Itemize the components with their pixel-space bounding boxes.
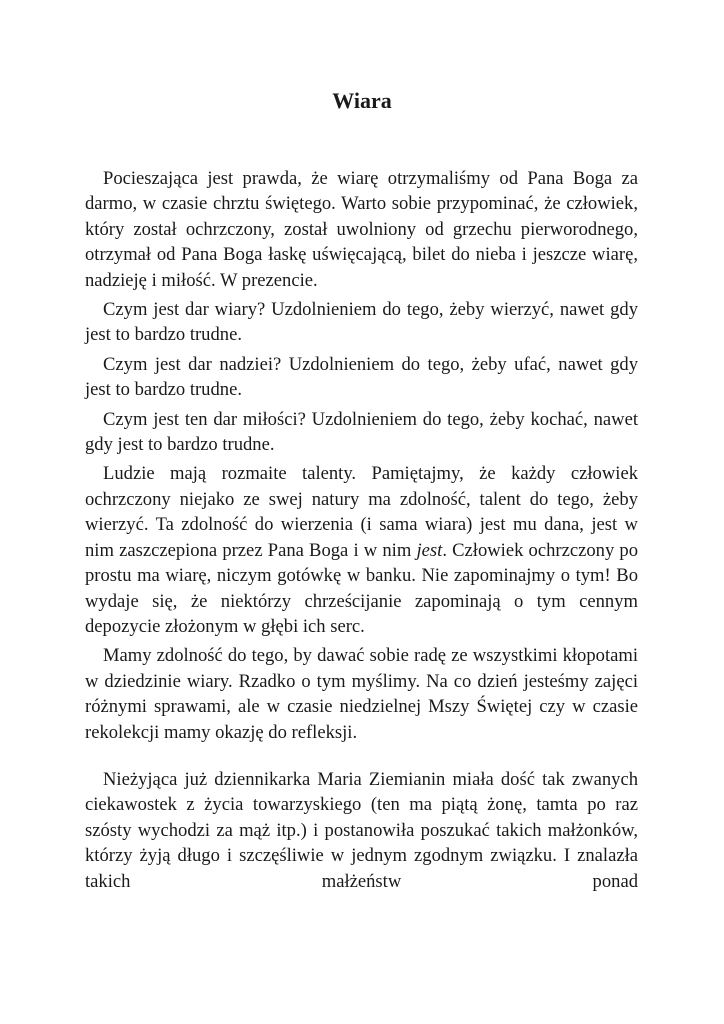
- paragraph: Nieżyjąca już dziennikarka Maria Ziemianin miała dość tak zwanych ciekawostek z życia towarzyskiego (ten ma piątą żonę, tamta po raz szósty wychodzi za mąż itp.) i postanowiła poszukać takich małżonków, którzy żyją długo i szczęśliwie w jednym zgodnym związku. I znalazła takich małżeństw ponad: [85, 768, 638, 892]
- paragraph-text-part: Ludzie mają rozmaite talenty. Pamiętajmy, że każdy człowiek ochrzczony niejako ze swej natury ma zdolność, talent do tego, żeby wierzyć. Ta zdolność do wierzenia (i sama wiara) jest mu dana, jest w nim zaszczepiona przez Pana Boga i w nim: [85, 463, 638, 561]
- paragraph: Czym jest ten dar miłości? Uzdolnieniem do tego, żeby kochać, nawet gdy jest to bardzo trudne.: [85, 408, 638, 456]
- page-title: Wiara: [332, 88, 392, 113]
- paragraph: Czym jest dar wiary? Uzdolnieniem do tego, żeby wierzyć, nawet gdy jest to bardzo trudne.: [85, 299, 638, 346]
- paragraph: Pocieszająca jest prawda, że wiarę otrzymaliśmy od Pana Boga za darmo, w czasie chrztu świętego. Warto sobie przypominać, że człowiek, który został ochrzczony, został uwolniony od grzechu pierworodnego, otrzymał od Pana Boga łaskę uświęcającą, bilet do nieba i jeszcze wiarę, nadzieję i miłość. W prezencie.: [85, 168, 638, 291]
- document-body: [85, 166, 638, 898]
- paragraph: [85, 461, 638, 639]
- paragraph-text-part: . Człowiek ochrzczony po prostu ma wiarę, niczym gotówkę w banku. Nie zapominajmy o tym! Bo wydaje się, że niektórzy chrześcijanie zapominają o tym cennym depozycie złożonym w głębi ich serc.: [85, 539, 638, 637]
- paragraph: Mamy zdolność do tego, by dawać sobie radę ze wszystkimi kłopotami w dziedzinie wiary. Rzadko o tym myślimy. Na co dzień jesteśmy zajęci różnymi sprawami, ale w czasie niedzielnej Mszy Świętej czy w czasie rekolekcji mamy okazję do refleksji.: [85, 645, 638, 743]
- paragraph: Czym jest dar nadziei? Uzdolnieniem do tego, żeby ufać, nawet gdy jest to bardzo trudne.: [85, 353, 638, 401]
- italic-emphasis: jest: [416, 539, 443, 561]
